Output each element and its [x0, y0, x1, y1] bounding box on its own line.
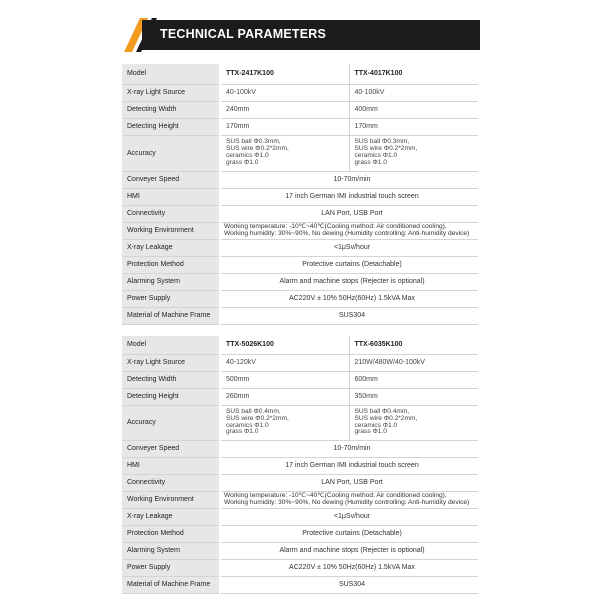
row-label: Model — [122, 336, 220, 354]
row-label: Detecting Height — [122, 118, 220, 135]
value-cell: 350mm — [349, 388, 478, 405]
model-cell: TTX-6035K100 — [349, 336, 478, 354]
spec-table-2 — [122, 336, 478, 594]
table-row — [122, 576, 478, 593]
row-label: Alarming System — [122, 542, 220, 559]
table-row — [122, 256, 478, 273]
table-row — [122, 101, 478, 118]
table-row — [122, 307, 478, 324]
table-row — [122, 171, 478, 188]
value-cell: 17 inch German IMI industrial touch screen — [220, 188, 478, 205]
row-label: Detecting Width — [122, 101, 220, 118]
value-cell: 240mm — [220, 101, 349, 118]
value-cell: 400mm — [349, 101, 478, 118]
row-label: HMI — [122, 188, 220, 205]
row-label: Model — [122, 64, 220, 84]
row-label: Power Supply — [122, 559, 220, 576]
row-label: Material of Machine Frame — [122, 576, 220, 593]
table-row — [122, 84, 478, 101]
value-cell: 170mm — [220, 118, 349, 135]
value-cell: 40-100kV — [220, 84, 349, 101]
table-row — [122, 188, 478, 205]
row-label: Working Environment — [122, 491, 220, 508]
value-cell: LAN Port, USB Port — [220, 474, 478, 491]
row-label: Protection Method — [122, 525, 220, 542]
table-row — [122, 388, 478, 405]
row-label: Protection Method — [122, 256, 220, 273]
value-cell: 10-70m/min — [220, 440, 478, 457]
value-cell: <1μSv/hour — [220, 239, 478, 256]
row-label: Conveyer Speed — [122, 171, 220, 188]
row-label: Alarming System — [122, 273, 220, 290]
model-cell: TTX-2417K100 — [220, 64, 349, 84]
table-row — [122, 542, 478, 559]
value-cell: 500mm — [220, 371, 349, 388]
row-label: Detecting Width — [122, 371, 220, 388]
value-cell: LAN Port, USB Port — [220, 205, 478, 222]
row-label: X-ray Leakage — [122, 508, 220, 525]
value-cell: 40-120kV — [220, 354, 349, 371]
value-cell: <1μSv/hour — [220, 508, 478, 525]
value-cell: 260mm — [220, 388, 349, 405]
table-row — [122, 440, 478, 457]
spec-table-1 — [122, 64, 478, 325]
value-cell: Working temperature: -10℃~40℃(Cooling method: Air conditioned cooling), Working humidity: 30%~90%, No dewing (Humidity controlling: Anti-humidity device) — [220, 222, 478, 239]
value-cell: Alarm and machine stops (Rejecter is optional) — [220, 542, 478, 559]
table-row — [122, 371, 478, 388]
value-cell: Protective curtains (Detachable) — [220, 256, 478, 273]
table-row — [122, 491, 478, 508]
table-row — [122, 474, 478, 491]
table-row — [122, 222, 478, 239]
table-row — [122, 239, 478, 256]
accuracy-cell: SUS ball Φ0.4mm, SUS wire Φ0.2*2mm, ceramics Φ1.0 grass Φ1.0 — [349, 405, 478, 440]
row-label: Accuracy — [122, 135, 220, 171]
row-label: X-ray Leakage — [122, 239, 220, 256]
row-label: Connectivity — [122, 205, 220, 222]
table-row — [122, 559, 478, 576]
value-cell: Protective curtains (Detachable) — [220, 525, 478, 542]
value-cell: 210W/480W/40-100kV — [349, 354, 478, 371]
accuracy-cell: SUS ball Φ0.3mm, SUS wire Φ0.2*2mm, ceramics Φ1.0 grass Φ1.0 — [220, 135, 349, 171]
row-label: X-ray Light Source — [122, 354, 220, 371]
table-row — [122, 405, 478, 440]
row-label: Conveyer Speed — [122, 440, 220, 457]
row-label: X-ray Light Source — [122, 84, 220, 101]
table-row — [122, 525, 478, 542]
table-row — [122, 273, 478, 290]
row-label: Working Environment — [122, 222, 220, 239]
accuracy-cell: SUS ball Φ0.4mm, SUS wire Φ0.2*2mm, ceramics Φ1.0 grass Φ1.0 — [220, 405, 349, 440]
value-cell: 600mm — [349, 371, 478, 388]
row-label: Connectivity — [122, 474, 220, 491]
value-cell: AC220V ± 10% 50Hz(60Hz) 1.5kVA Max — [220, 290, 478, 307]
row-label: HMI — [122, 457, 220, 474]
table-row — [122, 135, 478, 171]
row-label: Power Supply — [122, 290, 220, 307]
model-cell: TTX-5026K100 — [220, 336, 349, 354]
table-row — [122, 205, 478, 222]
value-cell: Working temperature: -10℃~40℃(Cooling method: Air conditioned cooling), Working humidity: 30%~90%, No dewing (Humidity controlling: Anti-humidity device) — [220, 491, 478, 508]
accuracy-cell: SUS ball Φ0.3mm, SUS wire Φ0.2*2mm, ceramics Φ1.0 grass Φ1.0 — [349, 135, 478, 171]
table-row — [122, 336, 478, 354]
table-row — [122, 118, 478, 135]
table-row — [122, 290, 478, 307]
value-cell: 10-70m/min — [220, 171, 478, 188]
value-cell: SUS304 — [220, 576, 478, 593]
value-cell: Alarm and machine stops (Rejecter is optional) — [220, 273, 478, 290]
value-cell: AC220V ± 10% 50Hz(60Hz) 1.5kVA Max — [220, 559, 478, 576]
table-row — [122, 457, 478, 474]
table-row — [122, 508, 478, 525]
value-cell: SUS304 — [220, 307, 478, 324]
page-title: TECHNICAL PARAMETERS — [160, 27, 327, 41]
table-row — [122, 64, 478, 84]
model-cell: TTX-4017K100 — [349, 64, 478, 84]
table-row — [122, 354, 478, 371]
value-cell: 40-100kV — [349, 84, 478, 101]
row-label: Detecting Height — [122, 388, 220, 405]
row-label: Material of Machine Frame — [122, 307, 220, 324]
value-cell: 170mm — [349, 118, 478, 135]
value-cell: 17 inch German IMI industrial touch screen — [220, 457, 478, 474]
section-header — [120, 14, 480, 52]
row-label: Accuracy — [122, 405, 220, 440]
